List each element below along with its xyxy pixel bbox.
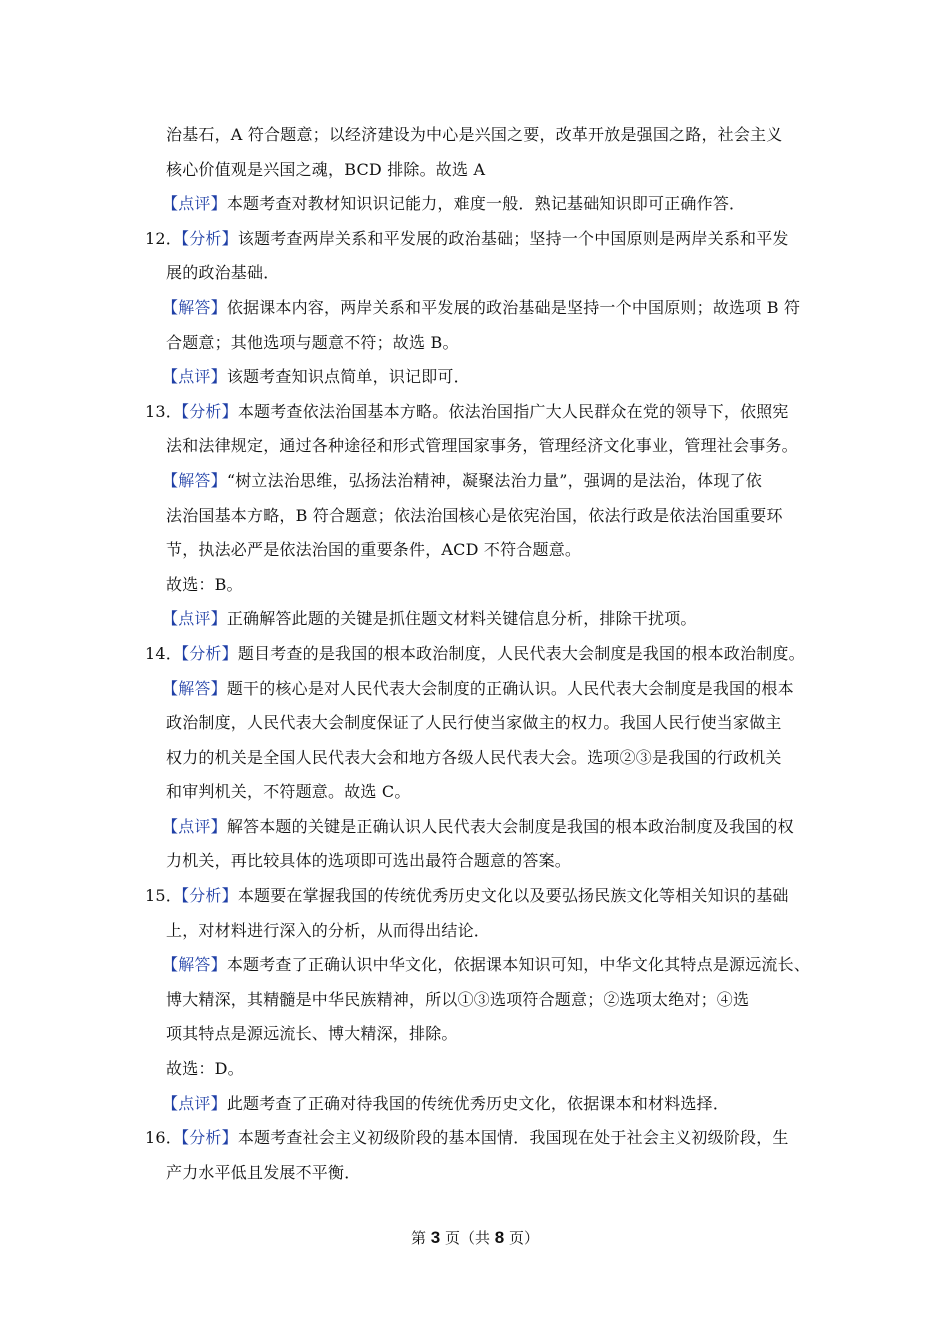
question-number: 12． (145, 228, 182, 248)
line-text: 上，对材料进行深入的分析，从而得出结论． (166, 920, 491, 940)
question-number: 16． (145, 1128, 182, 1148)
footer-suffix: 页） (504, 1229, 540, 1247)
line-text: 正确解答此题的关键是抓住题文材料关键信息分析，排除干扰项。 (226, 609, 697, 629)
answer-tag: 【解答】 (162, 955, 227, 975)
text-line (0, 1017, 950, 1052)
line-text: 法治国基本方略，B 符合题意；依法治国核心是依宪治国，依法行政是依法治国重要环 (166, 505, 783, 525)
question-12-comment (0, 360, 950, 395)
line-text: 产力水平低且发展不平衡． (166, 1162, 361, 1182)
question-12-analysis (0, 222, 950, 257)
line-text: 权力的机关是全国人民代表大会和地方各级人民代表大会。选项②③是我国的行政机关 (166, 747, 782, 767)
line-text: 此题考查了正确对待我国的传统优秀历史文化，依据课本和材料选择． (226, 1093, 730, 1113)
text-line (0, 118, 950, 153)
comment-line (0, 187, 950, 222)
line-text: 合题意；其他选项与题意不符；故选 B。 (166, 332, 459, 352)
line-text: 治基石，A 符合题意；以经济建设为中心是兴国之要，改革开放是强国之路，社会主义 (166, 125, 783, 144)
comment-tag: 【点评】 (162, 367, 227, 387)
text-line (0, 741, 950, 776)
line-text: 题干的核心是对人民代表大会制度的正确认识。人民代表大会制度是我国的根本 (226, 678, 794, 698)
answer-tag: 【解答】 (162, 470, 227, 490)
question-15-comment (0, 1087, 950, 1122)
text-line (0, 1052, 950, 1087)
comment-tag: 【点评】 (162, 609, 227, 629)
answer-tag: 【解答】 (162, 678, 227, 698)
text-line (0, 499, 950, 534)
text-line (0, 256, 950, 291)
line-text: 本题考查了正确认识中华文化，依据课本知识可知，中华文化其特点是源远流长、 (226, 955, 811, 975)
text-line (0, 429, 950, 464)
text-line (0, 568, 950, 603)
line-text: 故选：B。 (166, 574, 243, 594)
question-number: 15． (145, 886, 182, 906)
line-text: 依据课本内容，两岸关系和平发展的政治基础是坚持一个中国原则；故选项 B 符 (226, 297, 801, 317)
text-line (0, 533, 950, 568)
page-footer (0, 1226, 950, 1250)
line-text: 该题考查两岸关系和平发展的政治基础；坚持一个中国原则是两岸关系和平发 (237, 228, 789, 248)
line-text: 本题考查对教材知识识记能力，难度一般．熟记基础知识即可正确作答． (226, 194, 746, 214)
analysis-tag: 【分析】 (173, 1128, 238, 1148)
line-text: 和审判机关，不符题意。故选 C。 (166, 782, 411, 802)
text-line (0, 775, 950, 810)
question-14-answer (0, 672, 950, 707)
comment-tag: 【点评】 (162, 1093, 227, 1113)
text-line (0, 1156, 950, 1191)
line-text: “树立法治思维，弘扬法治精神，凝聚法治力量”，强调的是法治，体现了依 (226, 470, 762, 490)
line-text: 力机关，再比较具体的选项即可选出最符合题意的答案。 (166, 851, 572, 871)
text-line (0, 706, 950, 741)
page-content (0, 118, 950, 1190)
question-16-analysis (0, 1121, 950, 1156)
line-text: 展的政治基础． (166, 263, 280, 283)
question-number: 14． (145, 643, 182, 663)
line-text: 题目考查的是我国的根本政治制度，人民代表大会制度是我国的根本政治制度。 (237, 643, 805, 663)
analysis-tag: 【分析】 (173, 228, 238, 248)
line-text: 项其特点是源远流长、博大精深，排除。 (166, 1024, 458, 1044)
comment-tag: 【点评】 (162, 816, 227, 836)
line-text: 该题考查知识点简单，识记即可． (226, 367, 470, 387)
question-14-comment (0, 810, 950, 845)
question-14-analysis (0, 637, 950, 672)
question-13-comment (0, 602, 950, 637)
text-line (0, 326, 950, 361)
analysis-tag: 【分析】 (173, 401, 238, 421)
line-text: 本题考查依法治国基本方略。依法治国指广大人民群众在党的领导下，依照宪 (237, 401, 789, 421)
line-text: 核心价值观是兴国之魂，BCD 排除。故选 A (166, 159, 486, 179)
line-text: 政治制度，人民代表大会制度保证了人民行使当家做主的权力。我国人民行使当家做主 (166, 713, 782, 733)
text-line (0, 153, 950, 188)
line-text: 本题考查社会主义初级阶段的基本国情．我国现在处于社会主义初级阶段，生 (237, 1128, 789, 1148)
question-12-answer (0, 291, 950, 326)
question-13-analysis (0, 395, 950, 430)
footer-prefix: 第 (410, 1229, 431, 1247)
analysis-tag: 【分析】 (173, 643, 238, 663)
text-line (0, 983, 950, 1018)
question-15-analysis (0, 879, 950, 914)
line-text: 故选：D。 (166, 1059, 244, 1079)
line-text: 博大精深，其精髓是中华民族精神，所以①③选项符合题意；②选项太绝对；④选 (166, 989, 750, 1009)
page-number: 3 (430, 1228, 441, 1247)
answer-tag: 【解答】 (162, 297, 227, 317)
text-line (0, 914, 950, 949)
text-line (0, 844, 950, 879)
analysis-tag: 【分析】 (173, 886, 238, 906)
question-number: 13． (145, 401, 182, 421)
question-13-answer (0, 464, 950, 499)
line-text: 节，执法必严是依法治国的重要条件，ACD 不符合题意。 (166, 540, 582, 560)
comment-tag: 【点评】 (162, 194, 227, 214)
line-text: 本题要在掌握我国的传统优秀历史文化以及要弘扬民族文化等相关知识的基础 (237, 886, 789, 906)
question-15-answer (0, 948, 950, 983)
footer-mid: 页（共 (440, 1229, 495, 1247)
page-total: 8 (494, 1228, 505, 1247)
line-text: 法和法律规定，通过各种途径和形式管理国家事务，管理经济文化事业，管理社会事务。 (166, 436, 798, 456)
line-text: 解答本题的关键是正确认识人民代表大会制度是我国的根本政治制度及我国的权 (226, 816, 794, 836)
